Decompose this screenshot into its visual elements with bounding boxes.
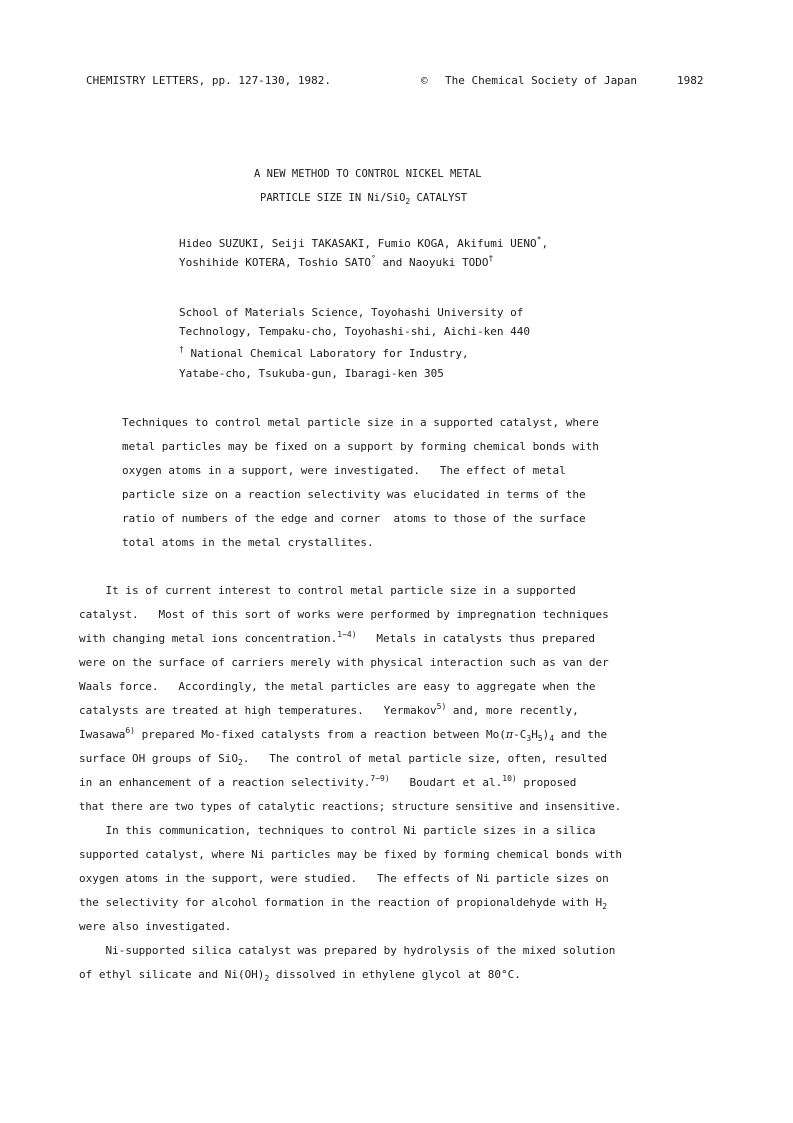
- publication-year: 1982: [677, 74, 704, 87]
- body-line: oxygen atoms in the support, were studied. The effects of Ni particle sizes on: [79, 872, 609, 885]
- abstract-line: ratio of numbers of the edge and corner atoms to those of the surface: [122, 512, 586, 525]
- body-line: In this communication, techniques to control Ni particle sizes in a silica: [79, 824, 596, 837]
- body-line: with changing metal ions concentration.$^{1\sim 4)}$ Metals in catalysts thus prepared: [79, 630, 595, 645]
- body-line: were also investigated.: [79, 920, 232, 933]
- body-line: Waals force. Accordingly, the metal particles are easy to aggregate when the: [79, 680, 596, 693]
- publisher-name: The Chemical Society of Japan: [445, 74, 638, 87]
- copyright-symbol: ©: [421, 74, 428, 87]
- body-line: of ethyl silicate and $Ni(OH)_2$ dissolved in ethylene glycol at 80°C.: [79, 968, 521, 983]
- abstract-line: particle size on a reaction selectivity was elucidated in terms of the: [122, 488, 586, 501]
- affiliation-line-4: Yatabe-cho, Tsukuba-gun, Ibaragi-ken 305: [179, 367, 444, 380]
- affiliation-line-2: Technology, Tempaku-cho, Toyohashi-shi, Aichi-ken 440: [179, 325, 530, 338]
- author-line-1: Hideo SUZUKI, Seiji TAKASAKI, Fumio KOGA, Akifumi UENO*,: [179, 235, 549, 250]
- affiliation-line-1: School of Materials Science, Toyohashi University of: [179, 306, 524, 319]
- abstract-line: Techniques to control metal particle size in a supported catalyst, where: [122, 416, 599, 429]
- body-line: supported catalyst, where Ni particles may be fixed by forming chemical bonds with: [79, 848, 623, 861]
- abstract-line: total atoms in the metal crystallites.: [122, 536, 374, 549]
- body-line: Ni-supported silica catalyst was prepared by hydrolysis of the mixed solution: [79, 944, 616, 957]
- journal-citation: CHEMISTRY LETTERS, pp. 127-130, 1982.: [86, 74, 332, 87]
- abstract-line: oxygen atoms in a support, were investigated. The effect of metal: [122, 464, 566, 477]
- affiliation-line-3: † National Chemical Laboratory for Industry,: [179, 345, 469, 360]
- abstract-line: metal particles may be fixed on a support by forming chemical bonds with: [122, 440, 599, 453]
- body-line: Iwasawa$^{6)}$ prepared Mo-fixed catalysts from a reaction between $Mo(\pi-C_3H_5)_4$ and the: [79, 726, 608, 743]
- body-line: catalyst. Most of this sort of works were performed by impregnation techniques: [79, 608, 609, 621]
- body-line: It is of current interest to control metal particle size in a supported: [79, 584, 576, 597]
- body-line: catalysts are treated at high temperatures. Yermakov$^{5)}$ and, more recently,: [79, 702, 579, 717]
- body-line: surface OH groups of SiO$_2$. The control of metal particle size, often, resulted: [79, 752, 608, 767]
- body-line: in an enhancement of a reaction selectivity.$^{7\sim 9)}$ Boudart et al.$^{10)}$ proposed: [79, 774, 577, 789]
- body-line: were on the surface of carriers merely with physical interaction such as van der: [79, 656, 609, 669]
- paper-title-line-2: PARTICLE SIZE IN Ni/SiO$_2$ CATALYST: [260, 192, 468, 206]
- body-line: the selectivity for alcohol formation in the reaction of propionaldehyde with $H_2$: [79, 896, 608, 911]
- paper-title-line-1: A NEW METHOD TO CONTROL NICKEL METAL: [254, 168, 482, 180]
- author-line-2: Yoshihide KOTERA, Toshio SATO° and Naoyuki TODO†: [179, 254, 494, 269]
- body-line: that there are two types of catalytic reactions; structure sensitive and insensitive.: [79, 801, 622, 813]
